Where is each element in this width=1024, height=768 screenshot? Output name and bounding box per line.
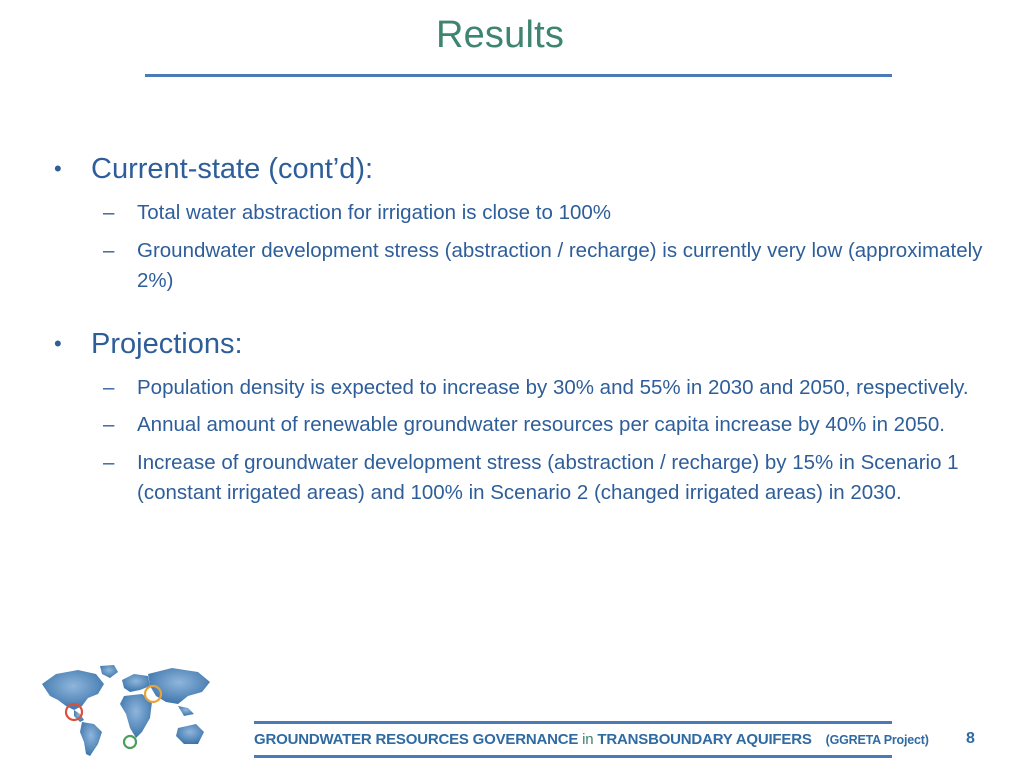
- sub-list-current-state: [103, 198, 984, 297]
- list-item-text: Groundwater development stress (abstraction / recharge) is currently very low (approximately 2%): [137, 238, 983, 292]
- bullet-projections: [54, 323, 984, 365]
- dash-marker: –: [103, 238, 115, 262]
- list-item: [103, 373, 984, 404]
- bullet-heading: Projections:: [91, 327, 243, 360]
- list-item-text: Annual amount of renewable groundwater resources per capita increase by 40% in 2050.: [137, 413, 945, 436]
- bullet-marker: •: [54, 330, 62, 356]
- dash-marker: –: [103, 201, 115, 224]
- slide-title: Results: [435, 14, 565, 56]
- list-item: [103, 448, 984, 509]
- list-item: [103, 410, 984, 441]
- footer-divider-top: [254, 721, 892, 724]
- bullet-heading: Current-state (cont’d):: [91, 153, 374, 185]
- title-divider: [145, 74, 892, 77]
- footer-banner: [254, 731, 929, 748]
- dash-marker: –: [103, 413, 115, 436]
- world-map-icon: [38, 662, 213, 762]
- footer-banner-part2: TRANSBOUNDARY AQUIFERS: [597, 731, 812, 748]
- list-item: [103, 198, 984, 229]
- slide-content: [54, 148, 984, 535]
- bullet-marker: •: [54, 156, 62, 181]
- dash-marker: –: [103, 450, 115, 474]
- footer-banner-in: in: [582, 731, 594, 748]
- list-item: [103, 236, 984, 297]
- list-item-text: Increase of groundwater development stress (abstraction / recharge) by 15% in Scenario 1 (constant irrigated areas) and 100% in Scenario 2 (changed irrigated areas) in 2030.: [137, 450, 959, 504]
- footer-banner-part1: GROUNDWATER RESOURCES GOVERNANCE: [254, 731, 579, 748]
- footer-divider-bottom: [254, 755, 892, 758]
- list-item-text: Total water abstraction for irrigation is close to 100%: [137, 201, 612, 224]
- dash-marker: –: [103, 375, 115, 399]
- list-item-text: Population density is expected to increase by 30% and 55% in 2030 and 2050, respectively.: [137, 375, 969, 399]
- sub-list-projections: [103, 373, 984, 509]
- page-number: 8: [966, 730, 975, 747]
- footer-banner-tag: (GGRETA Project): [825, 733, 929, 747]
- bullet-current-state: [54, 148, 984, 190]
